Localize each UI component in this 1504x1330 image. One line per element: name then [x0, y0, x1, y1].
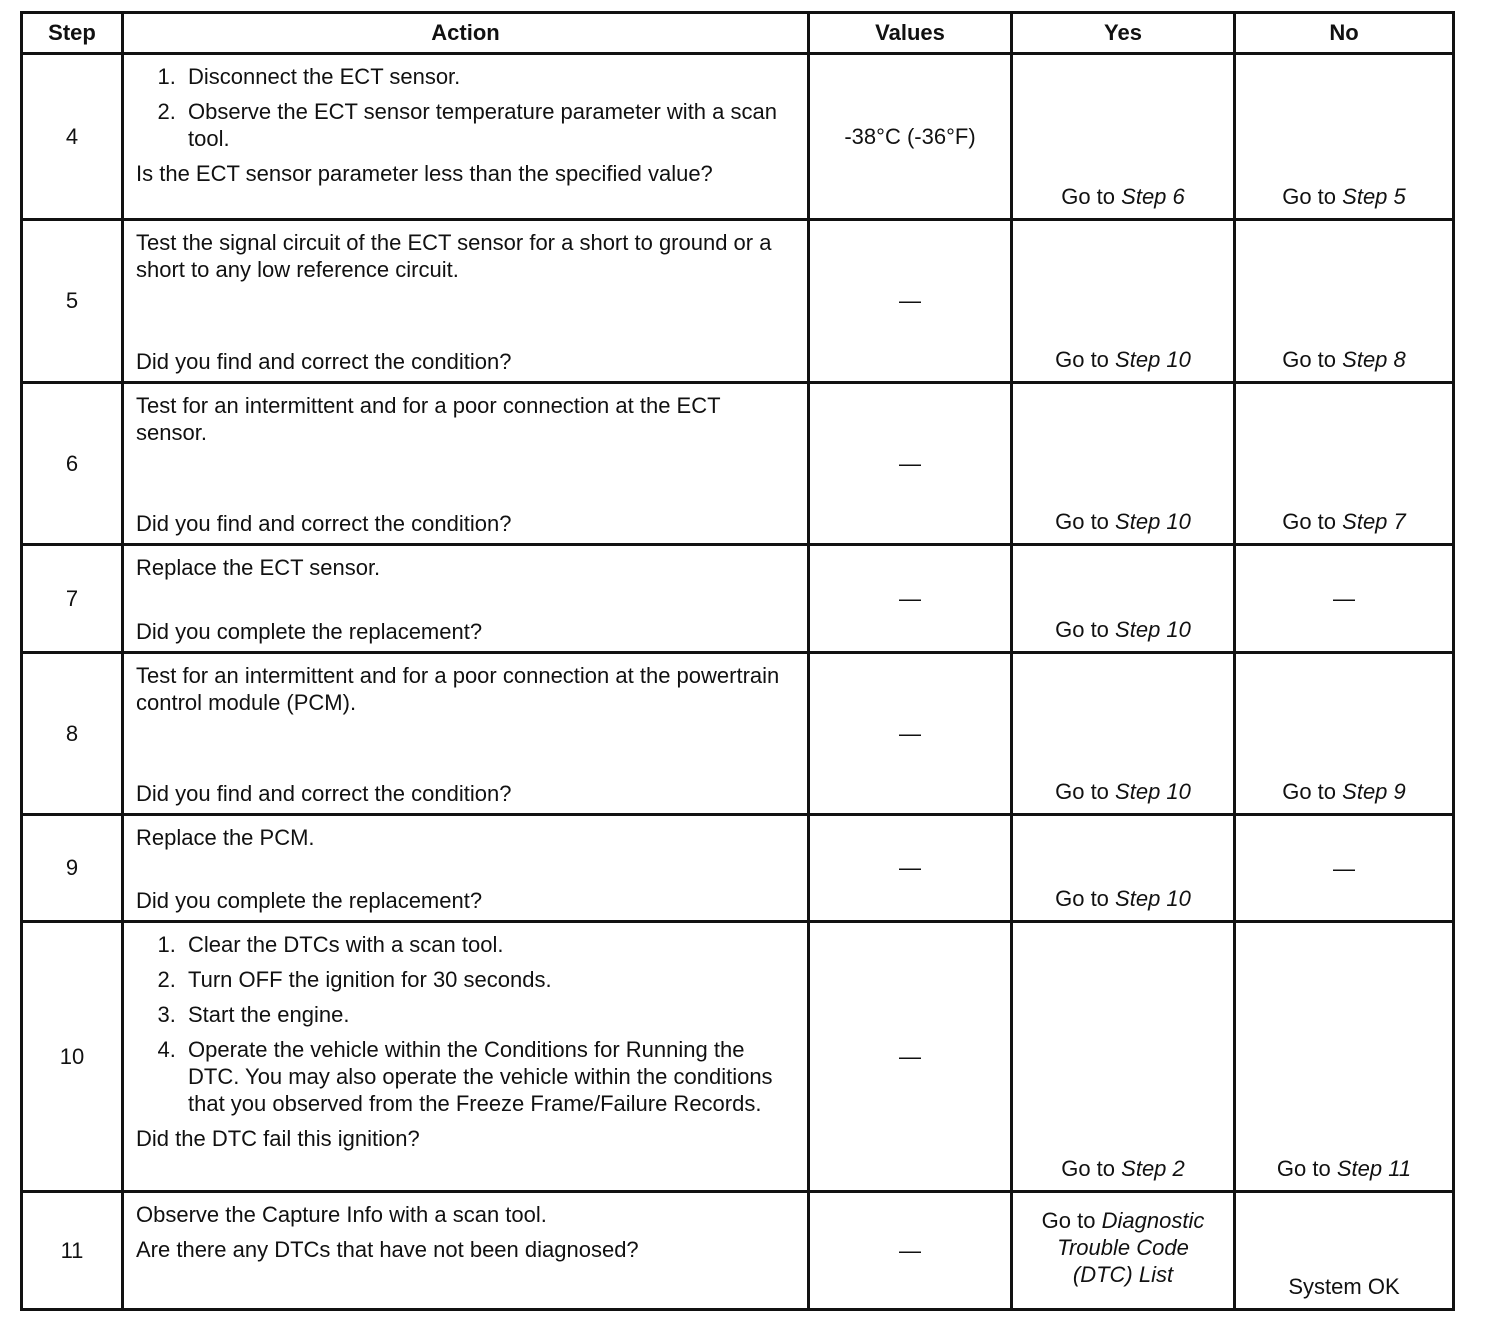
action-question: Are there any DTCs that have not been diagnosed? [136, 1237, 639, 1262]
action-list-item: 3. Start the engine. [182, 1001, 795, 1028]
yes-target: Step 6 [1121, 184, 1185, 209]
header-step: Step [22, 13, 123, 54]
action-list [136, 931, 795, 1117]
yes-prefix: Go to [1055, 509, 1109, 534]
yes-target: Step 10 [1115, 886, 1191, 911]
action-cell [123, 545, 809, 653]
value-cell: — [809, 545, 1012, 653]
step-number: 11 [22, 1192, 123, 1310]
yes-cell [1012, 653, 1235, 815]
table-row [22, 922, 1454, 1192]
no-prefix: Go to [1282, 509, 1337, 534]
table-row [22, 545, 1454, 653]
yes-cell [1012, 545, 1235, 653]
no-cell [1235, 383, 1454, 545]
action-question: Did you find and correct the condition? [136, 349, 512, 374]
step-number: 9 [22, 815, 123, 922]
header-action: Action [123, 13, 809, 54]
action-text: Replace the PCM. [136, 825, 315, 850]
no-prefix: Go to [1282, 184, 1337, 209]
no-prefix: Go to [1276, 1156, 1331, 1181]
action-list-item: 4. Operate the vehicle within the Conditions for Running the DTC. You may also operate the vehicle within the conditions that you observed from the Freeze Frame/Failure Records. [182, 1036, 795, 1117]
action-cell [123, 653, 809, 815]
header-yes: Yes [1012, 13, 1235, 54]
no-cell: — [1235, 545, 1454, 653]
yes-cell [1012, 922, 1235, 1192]
yes-prefix: Go to [1061, 1156, 1116, 1181]
yes-target: Step 10 [1115, 779, 1191, 804]
action-cell [123, 220, 809, 383]
step-number: 4 [22, 54, 123, 220]
header-no: No [1235, 13, 1454, 54]
action-question: Did you find and correct the condition? [136, 511, 512, 536]
action-text: Test the signal circuit of the ECT sensor for a short to ground or a short to any low reference circuit. [136, 230, 772, 282]
action-cell [123, 54, 809, 220]
yes-cell [1012, 383, 1235, 545]
no-target: Step 11 [1336, 1156, 1412, 1181]
no-cell [1235, 653, 1454, 815]
value-cell: — [809, 1192, 1012, 1310]
no-prefix: Go to [1282, 779, 1337, 804]
step-number: 8 [22, 653, 123, 815]
action-list-item: 1. Clear the DTCs with a scan tool. [182, 931, 795, 958]
action-question: Did the DTC fail this ignition? [136, 1126, 420, 1151]
no-cell [1235, 54, 1454, 220]
table-row [22, 1192, 1454, 1310]
value-cell: — [809, 220, 1012, 383]
yes-target: Step 10 [1115, 617, 1191, 642]
no-cell [1235, 922, 1454, 1192]
action-text: Test for an intermittent and for a poor connection at the ECT sensor. [136, 393, 721, 445]
yes-prefix: Go to [1041, 1208, 1096, 1233]
yes-cell [1012, 1192, 1235, 1310]
table-row [22, 54, 1454, 220]
yes-prefix: Go to [1055, 347, 1109, 372]
no-cell: — [1235, 815, 1454, 922]
no-target: Step 7 [1342, 509, 1406, 534]
action-list-item: 2. Observe the ECT sensor temperature parameter with a scan tool. [182, 98, 795, 152]
yes-target: Step 2 [1121, 1156, 1185, 1181]
action-cell [123, 815, 809, 922]
table-row [22, 383, 1454, 545]
action-question: Did you find and correct the condition? [136, 781, 512, 806]
yes-target: Step 10 [1115, 509, 1191, 534]
action-list-item: 1. Disconnect the ECT sensor. [182, 63, 795, 90]
yes-cell [1012, 54, 1235, 220]
action-cell [123, 922, 809, 1192]
yes-cell [1012, 220, 1235, 383]
action-text: Replace the ECT sensor. [136, 555, 381, 580]
no-target: Step 9 [1342, 779, 1406, 804]
step-number: 7 [22, 545, 123, 653]
step-number: 10 [22, 922, 123, 1192]
no-target: Step 8 [1342, 347, 1406, 372]
action-text: Observe the Capture Info with a scan tool. [136, 1202, 547, 1227]
value-cell: — [809, 922, 1012, 1192]
yes-prefix: Go to [1055, 617, 1109, 642]
yes-cell [1012, 815, 1235, 922]
no-cell [1235, 220, 1454, 383]
yes-prefix: Go to [1055, 779, 1109, 804]
table-row [22, 653, 1454, 815]
value-cell: — [809, 383, 1012, 545]
yes-target: Diagnostic Trouble Code (DTC) List [1057, 1208, 1205, 1287]
header-row [22, 13, 1454, 54]
diagnostic-table [20, 11, 1455, 1311]
action-list [136, 63, 795, 152]
value-cell: — [809, 653, 1012, 815]
action-text: Test for an intermittent and for a poor connection at the powertrain control module (PCM). [136, 663, 780, 715]
action-list-item: 2. Turn OFF the ignition for 30 seconds. [182, 966, 795, 993]
yes-prefix: Go to [1055, 886, 1109, 911]
no-cell: System OK [1235, 1192, 1454, 1310]
action-question: Did you complete the replacement? [136, 888, 483, 913]
header-values: Values [809, 13, 1012, 54]
action-cell [123, 1192, 809, 1310]
yes-target: Step 10 [1115, 347, 1191, 372]
action-question: Is the ECT sensor parameter less than the specified value? [136, 161, 713, 186]
table-row [22, 815, 1454, 922]
value-cell: — [809, 815, 1012, 922]
step-number: 5 [22, 220, 123, 383]
action-question: Did you complete the replacement? [136, 619, 483, 644]
no-target: Step 5 [1342, 184, 1406, 209]
no-prefix: Go to [1282, 347, 1337, 372]
step-number: 6 [22, 383, 123, 545]
table-row [22, 220, 1454, 383]
action-cell [123, 383, 809, 545]
yes-prefix: Go to [1061, 184, 1116, 209]
value-cell: -38°C (-36°F) [809, 54, 1012, 220]
